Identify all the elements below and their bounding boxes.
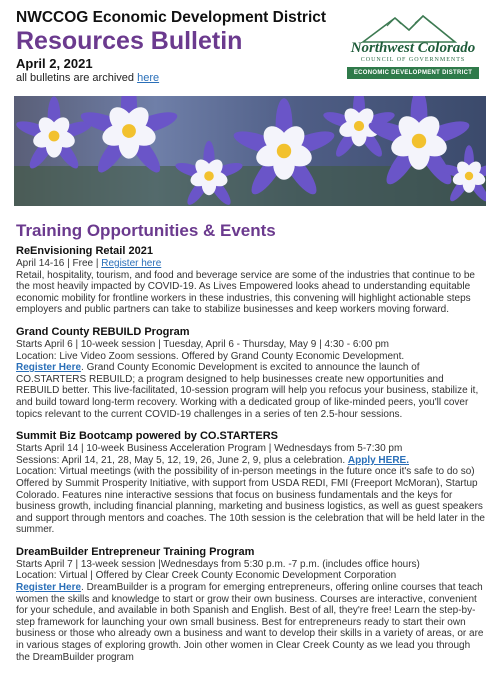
- event-details: [16, 559, 486, 663]
- event-summit-biz-bootcamp: [16, 430, 486, 536]
- event-schedule: Starts April 7 | 13-week session |Wednesdays from 5:30 p.m. -7 p.m. (includes office hours): [16, 558, 420, 570]
- logo-subtitle: COUNCIL OF GOVERNMENTS: [360, 57, 466, 63]
- event-schedule: Starts April 14 | 10-week Business Acceleration Program | Wednesdays from 5-7:30 pm: [16, 443, 403, 455]
- event-grand-county-rebuild: [16, 326, 486, 420]
- event-title: DreamBuilder Entrepreneur Training Program: [16, 545, 255, 558]
- bulletin-date: April 2, 2021: [16, 56, 93, 71]
- apply-link[interactable]: Apply HERE.: [347, 454, 409, 466]
- event-location: Location: Live Video Zoom sessions. Offered by Grand County Economic Development.: [16, 350, 405, 362]
- nwccog-logo[interactable]: [343, 14, 483, 84]
- section-title: Training Opportunities & Events: [16, 221, 276, 240]
- event-details: [16, 339, 486, 420]
- flower-banner-icon: [14, 96, 486, 206]
- columbine-flowers-image: [14, 96, 486, 206]
- event-sessions: Sessions: April 14, 21, 28, May 5, 12, 19, 26, June 2, 9, plus a celebration.: [16, 454, 348, 466]
- event-details: [16, 443, 486, 536]
- archive-link[interactable]: here: [137, 72, 160, 84]
- event-details: [16, 258, 486, 316]
- event-description: Retail, hospitality, tourism, and food and beverage service are some of the industries that continue to be the most heavily impacted by COVID-19. As Lives Empowered looks ahead to understanding equitable economic mobility for frontline workers in these industries, this convening will highlight actionable steps employers and public partners can take to stabilize businesses and keep workers moving forward.: [16, 269, 475, 316]
- bulletin-title: Resources Bulletin: [16, 27, 243, 55]
- event-dreambuilder: [16, 546, 486, 663]
- org-name: NWCCOG Economic Development District: [16, 9, 327, 26]
- bulletin-header: [0, 0, 500, 94]
- event-reenvisioning-retail: [16, 245, 486, 316]
- archive-text: all bulletins are archived: [16, 72, 138, 84]
- event-meta: April 14-16 | Free |: [16, 258, 102, 269]
- event-title: Summit Biz Bootcamp powered by CO.STARTERS: [16, 430, 278, 443]
- event-schedule: Starts April 6 | 10-week session | Tuesday, April 6 - Thursday, May 9 | 4:30 - 6:00 pm: [16, 338, 389, 350]
- event-title: Grand County REBUILD Program: [16, 325, 190, 338]
- register-link[interactable]: Register Here: [16, 362, 82, 374]
- event-description: . DreamBuilder is a program for emerging entrepreneurs, offering online courses that teach women the skills and knowledge to start or grow their own business. Courses are interactive, convenient for your schedule, and available in both Spanish and English. Best of all, they're free! Learn the step-by-step framework for launching your own small business. Best for entrepreneurs ready to start their own business or those who already own a business and want to develop their skills in a variety of areas, or are in various stages of exploring growth. Join other women in Clear Creek County as we lead you through the DreamBuilder program: [16, 582, 484, 663]
- event-description: Location: Virtual meetings (with the possibility of in-person meetings in the future once it's safe to do so) Offered by Summit Prosperity Initiative, with support from USDA REDI, FMI (Freeport McMoran), Startup Colorado. Features nine interactive sessions that focus on business fundamentals and the keys for business growth, including financial planning, marketing and business logistics, as well as guest speakers and support through mentors and coaches. The 10th session is the celebration that will be held later in the summer.: [16, 466, 485, 536]
- event-description: . Grand County Economic Development is excited to announce the launch of CO.STARTERS REBUILD; a program designed to help businesses create new opportunities and REBUILD better. This live-facilitated, 10-session program will help you refocus your business, stabilize it, and build toward long-term recovery. Working with a dedicated group of like-minded peers, you'll cover topics relevant to the current COVID-19 challenges in a series of ten 2.5-hour sessions.: [16, 362, 479, 420]
- register-link[interactable]: Register Here: [16, 582, 82, 594]
- register-link[interactable]: Register here: [101, 258, 162, 269]
- logo-district-bar: ECONOMIC DEVELOPMENT DISTRICT: [347, 67, 479, 79]
- event-location: Location: Virtual | Offered by Clear Creek County Economic Development Corporation: [16, 570, 397, 582]
- event-title: ReEnvisioning Retail 2021: [16, 245, 153, 257]
- logo-name: Northwest Colorado: [350, 40, 476, 56]
- bulletin-content: [16, 220, 486, 673]
